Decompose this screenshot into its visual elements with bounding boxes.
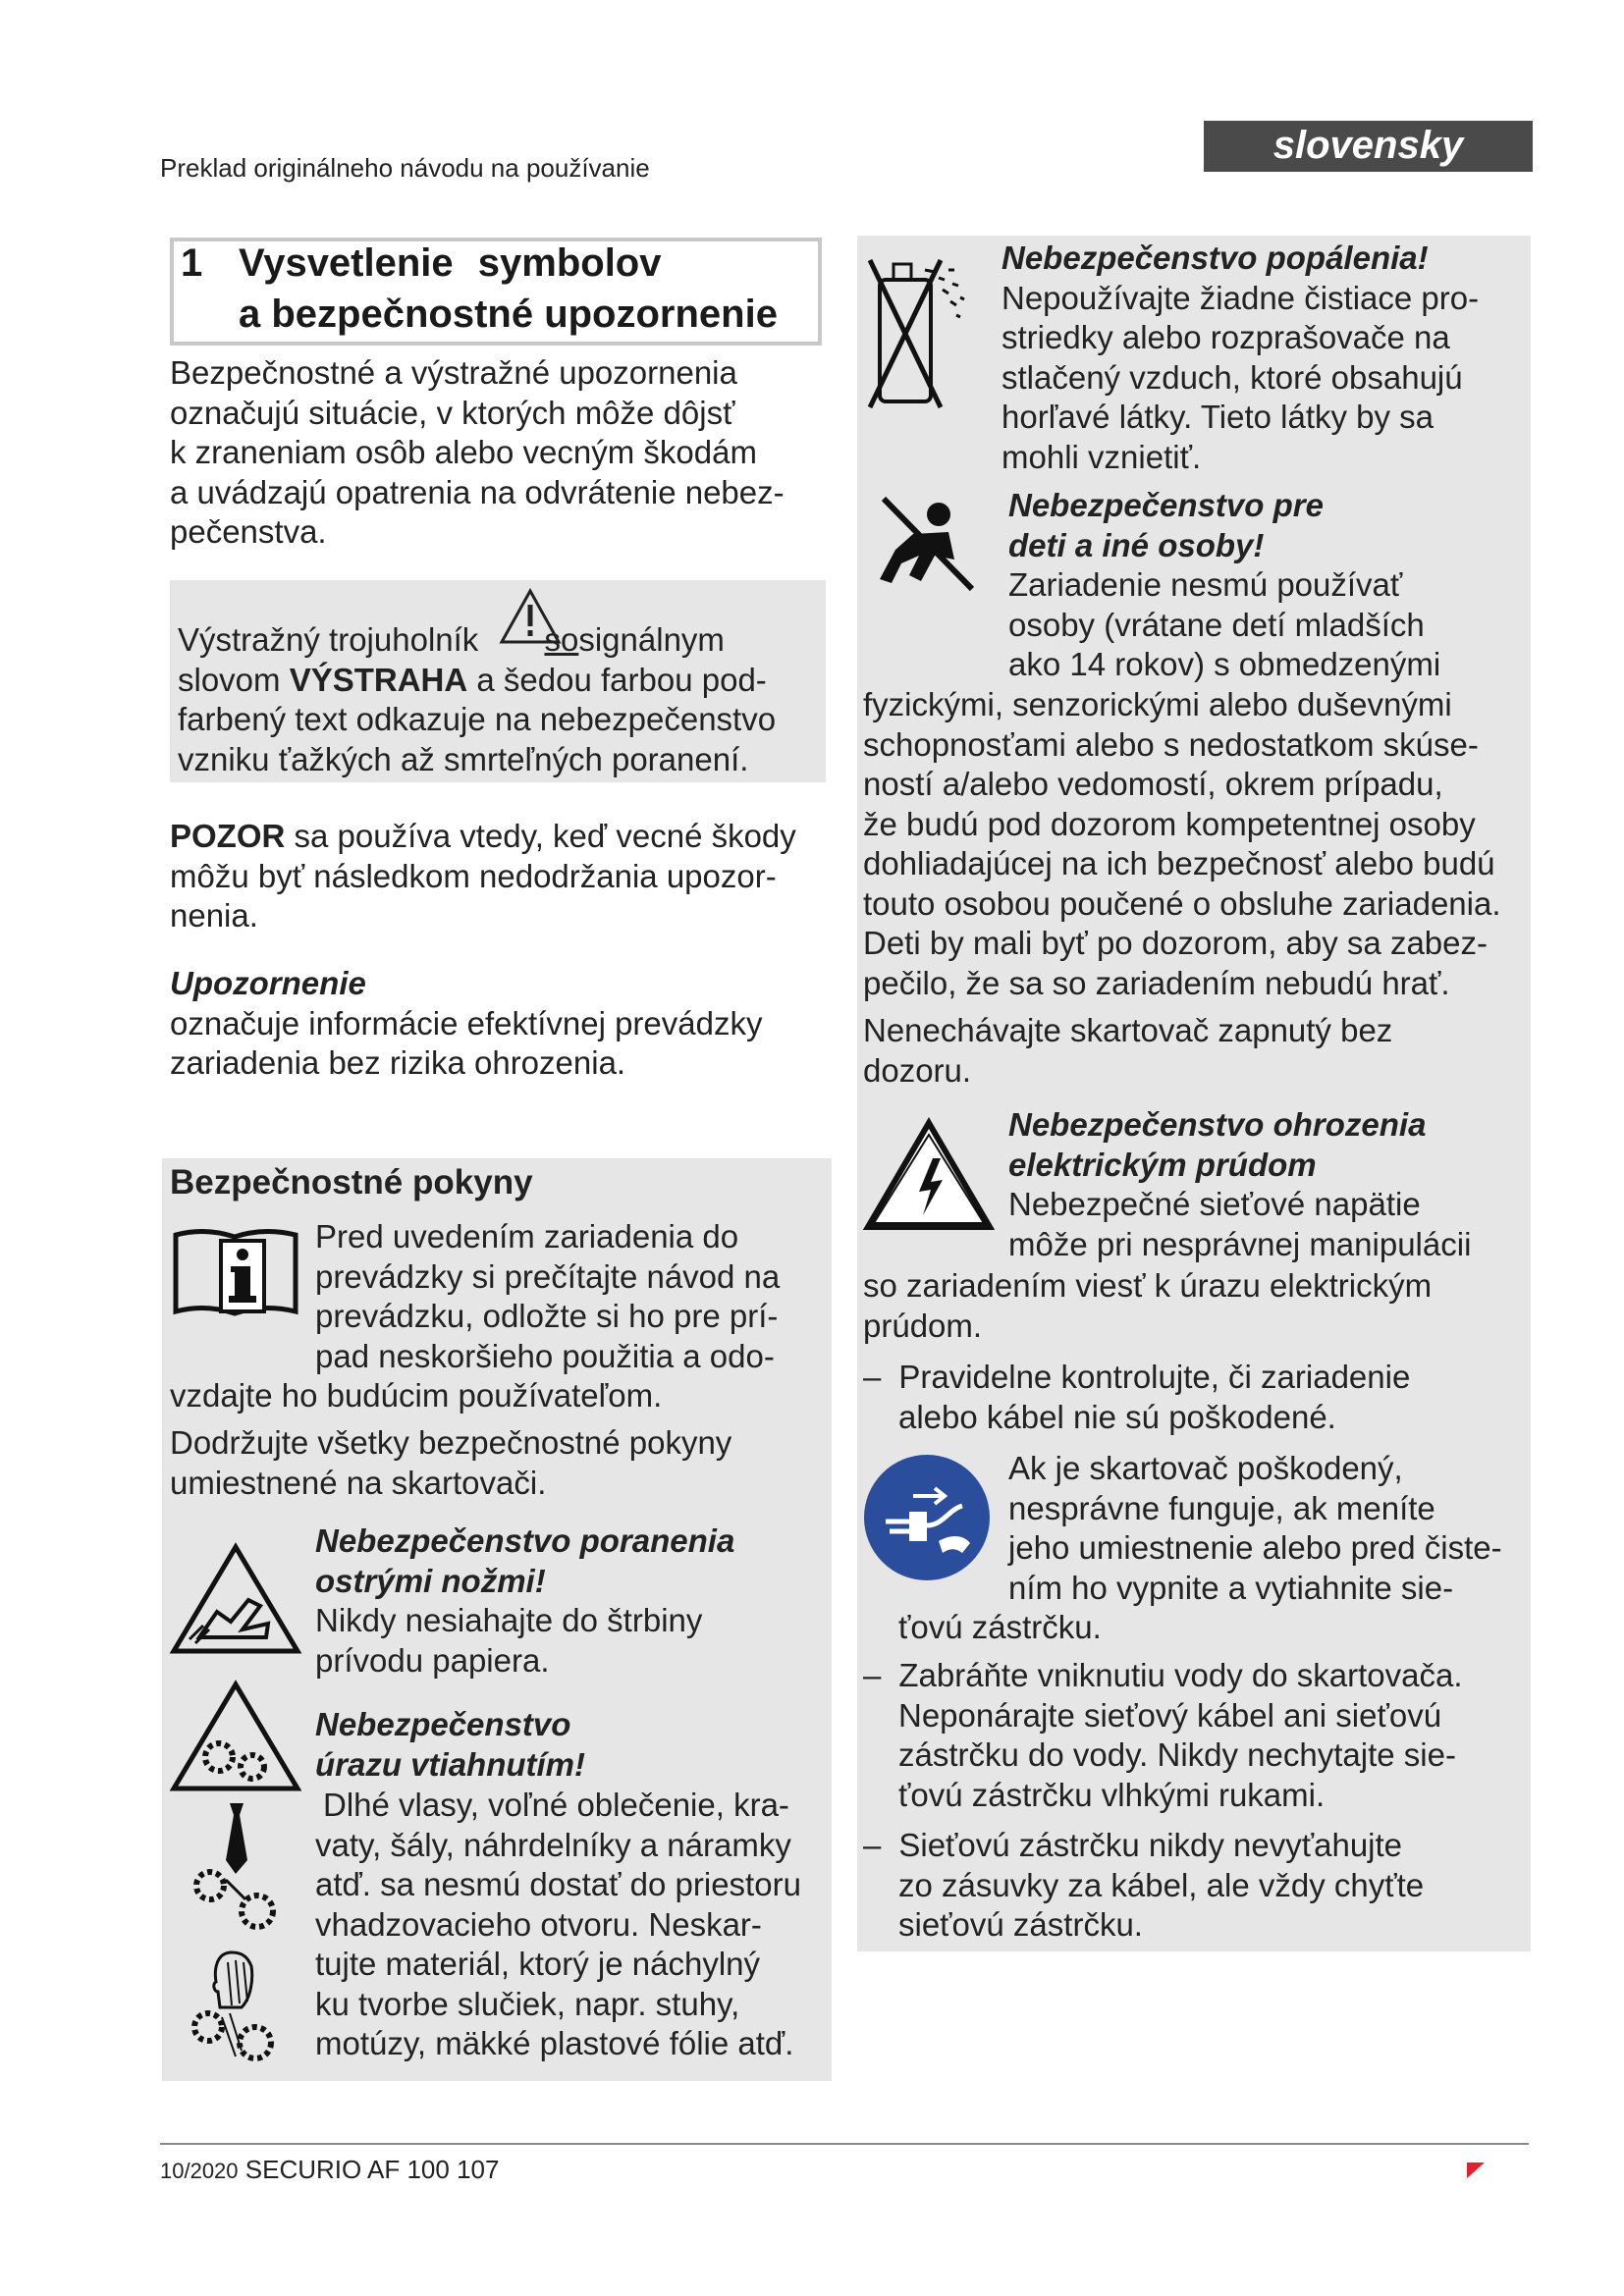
- knife-hazard-icon: [170, 1541, 301, 1657]
- manual-text-continued: vzdajte ho budúcim používateľom.: [170, 1377, 663, 1414]
- unplug-mandatory-icon: [860, 1451, 994, 1584]
- no-spray-can-icon: [866, 250, 994, 412]
- footer: [160, 2155, 499, 2185]
- section-title-line2: a bezpečnostné upozornenie: [239, 293, 778, 336]
- knife-warning-text: Nebezpečenstvo poranenia ostrými nožmi! Nikdy nesiahajte do štrbiny prívodu papiera.: [315, 1522, 735, 1679]
- electric-hazard-icon: [864, 1119, 994, 1232]
- footer-date: 10/2020: [160, 2159, 239, 2183]
- safety-title: Bezpečnostné pokyny: [170, 1163, 533, 1201]
- footer-product: SECURIO AF 100: [244, 2155, 450, 2184]
- electric-warning-heading: Nebezpečenstvo ohrozenia elektrickým prúdom Nebezpečné sieťové napätie môže pri nesprávnej manipulácii: [1008, 1106, 1472, 1262]
- hair-gears-icon: [187, 1949, 285, 2066]
- children-warning-text: fyzickými, senzorickými alebo duševnými schopnosťami alebo s nedostatkom skúse- ností a/alebo vedomostí, okrem prípadu, že budú pod dozorom kompetentnej osoby dohliadajúcej na ich bezpečnosť alebo budú touto osobou poučené o obsluhe zariadenia. Deti by mali byť po dozorom, aby sa zabez- pečilo, že sa so zariadením nebudú hrať.: [863, 686, 1501, 1001]
- burn-warning-text: Nebezpečenstvo popálenia! Nepoužívajte žiadne čistiace pro- striedky alebo rozprašovače na stlačený vzduch, ktoré obsahujú horľavé látky. Tieto látky by sa mohli vznietiť.: [1001, 240, 1480, 475]
- read-manual-icon: [170, 1225, 301, 1319]
- pull-in-warning-title: Nebezpečenstvo úrazu vtiahnutím!: [315, 1706, 586, 1783]
- bullet-check-cable: – Pravidelne kontrolujte, či zariadenie alebo kábel nie sú poškodené.: [863, 1359, 1411, 1435]
- bullet-plug: – Sieťovú zástrčku nikdy nevyťahujte zo zásuvky za kábel, ale vždy chyťte sieťovú zástrčku.: [863, 1827, 1425, 1943]
- pull-in-hazard-icon: [170, 1679, 301, 1794]
- section-title-line1: Vysvetlenie symbolov: [239, 241, 662, 285]
- warning-triangle-icon: [499, 587, 562, 646]
- observe-instructions-text: Dodržujte všetky bezpečnostné pokyny umiestnené na skartovači.: [170, 1424, 732, 1501]
- note-paragraph: Upozornenie označuje informácie efektívnej prevádzky zariadenia bez rizika ohrozenia.: [170, 965, 763, 1081]
- unplug-text-indented: Ak je skartovač poškodený, nesprávne funguje, ak meníte jeho umiestnenie alebo pred čiste- ním ho vypnite a vytiahnite sie-: [1008, 1450, 1502, 1606]
- caution-paragraph: POZOR sa používa vtedy, keď vecné škody môžu byť následkom nedodržania upozor- nenia.: [170, 818, 796, 934]
- bullet-water: – Zabráňte vniknutiu vody do skartovača. Neponárajte sieťový kábel ani sieťovú zástrčku do vody. Nikdy nechytajte sie- ťovú zástrčku vlhkými rukami.: [863, 1657, 1463, 1813]
- unattended-text: Nenechávajte skartovač zapnutý bez dozoru.: [863, 1012, 1393, 1089]
- caution-keyword: POZOR: [170, 818, 286, 854]
- page-corner-marker-icon: [1467, 2163, 1487, 2180]
- no-children-icon: [874, 491, 982, 599]
- tie-gears-icon: [187, 1801, 285, 1939]
- electric-warning-text: so zariadením viesť k úrazu elektrickým prúdom.: [863, 1267, 1433, 1344]
- footer-divider: [160, 2143, 1529, 2145]
- document-subtitle: Preklad originálneho návodu na používanie: [160, 153, 650, 183]
- manual-text-indented: Pred uvedením zariadenia do prevádzky si prečítajte návod na prevádzku, odložte si ho pre prí- pad neskoršieho použitia a odo-: [315, 1218, 781, 1374]
- children-warning-heading: Nebezpečenstvo pre deti a iné osoby! Zariadenie nesmú používať osoby (vrátane detí mladších ako 14 rokov) s obmedzenými: [1008, 487, 1441, 682]
- intro-paragraph: Bezpečnostné a výstražné upozornenia označujú situácie, v ktorých môže dôjsť k zraneniam osôb alebo vecným škodám a uvádzajú opatrenia na odvrátenie nebez- pečenstva.: [170, 354, 785, 550]
- language-tab: slovensky: [1204, 121, 1533, 172]
- footer-page-number: 107: [457, 2155, 500, 2184]
- pull-in-warning-text: Dlhé vlasy, voľné oblečenie, kra- vaty, šály, náhrdelníky a náramky atď. sa nesmú dostať do priestoru vhadzovacieho otvoru. Neskar- tujte materiál, ktorý je náchylný ku tvorbe slučiek, napr. stuhy, motúzy, mäkké plastové fólie atď.: [315, 1787, 801, 2061]
- note-title: Upozornenie: [170, 965, 366, 1001]
- unplug-text-continued: ťovú zástrčku.: [898, 1609, 1102, 1645]
- warning-explanation-text: Výstražný trojuholník sosignálnym slovom VÝSTRAHA a šedou farbou pod- farbený text odkazuje na nebezpečenstvo vzniku ťažkých až smrteľných poranení.: [178, 621, 777, 777]
- section-number: 1: [181, 241, 203, 285]
